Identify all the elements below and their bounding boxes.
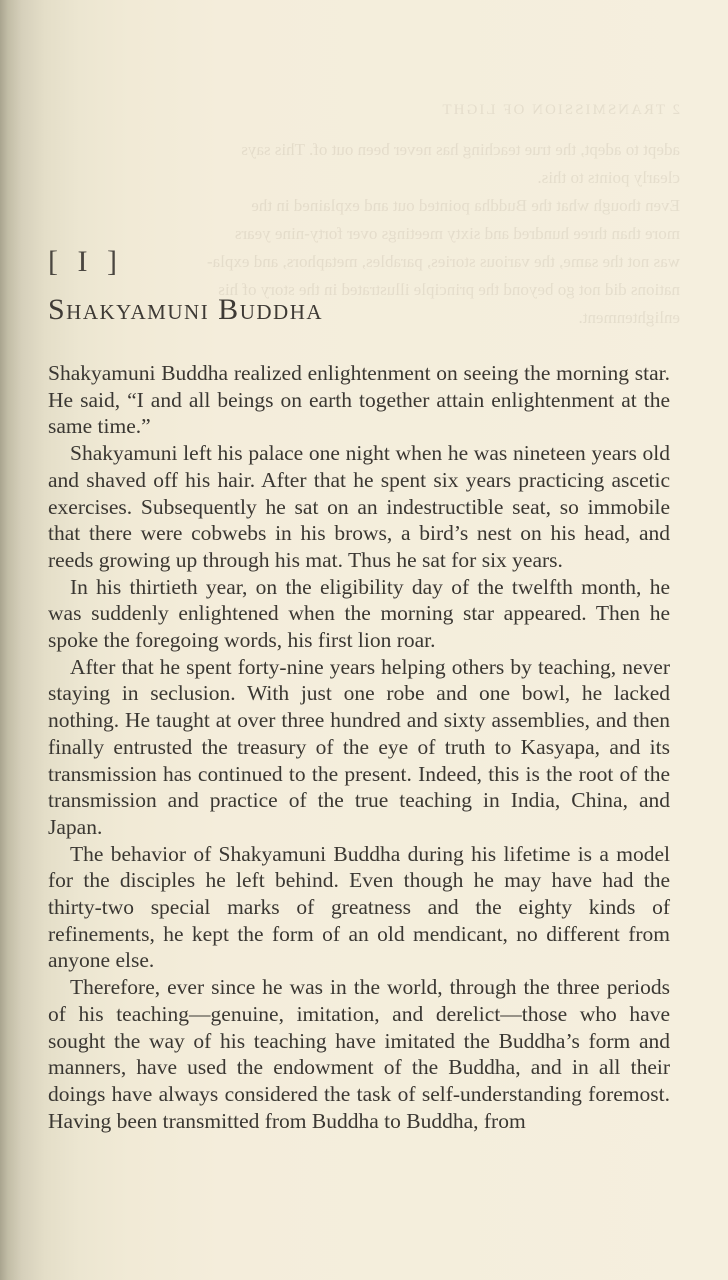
paragraph: Shakyamuni left his palace one night when he was nineteen years old and shaved off his hair. After that he spent six years practicing ascetic exercises. Subsequently he sat on an indestructible seat, so immobile that there were cobwebs in his brows, a bird’s nest on his head, and reeds growing up through his mat. Thus he sat for six years. [48,441,670,572]
bleed-through-line: adept to adept, the true teaching has never been out of. This says [241,140,680,159]
bleed-through-line: nations did not go beyond the principle illustrated in the story of his [218,280,680,299]
chapter-number: [ I ] [48,245,123,278]
bleed-through-line: was not the same, the various stories, parables, metaphors, and expla- [206,252,680,271]
bleed-through-line: more than three hundred and sixty meetings over forty-nine years [234,224,680,243]
body-text [48,360,670,1134]
chapter-title: Shakyamuni Buddha [48,293,324,326]
paragraph: Therefore, ever since he was in the world, through the three periods of his teaching—genuine, imitation, and derelict—those who have sought the way of his teaching have imitated the Buddha’s form and manners, have used the endowment of the Buddha, and in all their doings have always considered the task of self-understanding foremost. Having been transmitted from Buddha to Buddha, from [48,975,670,1133]
bleed-through-line: enlightenment. [578,308,680,327]
paragraph: Shakyamuni Buddha realized enlightenment on seeing the morning star. He said, “I and all beings on earth together attain enlightenment at the same time.” [48,361,670,439]
paragraph: In his thirtieth year, on the eligibility day of the twelfth month, he was suddenly enlightened when the morning star appeared. Then he spoke the foregoing words, his first lion roar. [48,574,670,653]
paragraph: The behavior of Shakyamuni Buddha during his lifetime is a model for the disciples he left behind. Even though he may have had the thirty-two special marks of greatness and the eighty kinds of refinements, he kept the form of an old mendicant, no different from anyone else. [48,841,670,973]
bleed-through-line: Even though what the Buddha pointed out and explained in the [251,196,680,215]
paragraph: After that he spent forty-nine years helping others by teaching, never staying in seclusion. With just one robe and one bowl, he lacked nothing. He taught at over three hundred and sixty assemblies, and then finally entrusted the treasury of the eye of truth to Kasyapa, and its transmission has continued to the present. Indeed, this is the root of the transmission and practice of the true teaching in India, China, and Japan. [48,654,670,839]
bleed-through-line: clearly points to this. [537,168,680,187]
bleed-through-header: 2 TRANSMISSION OF LIGHT [440,102,680,118]
